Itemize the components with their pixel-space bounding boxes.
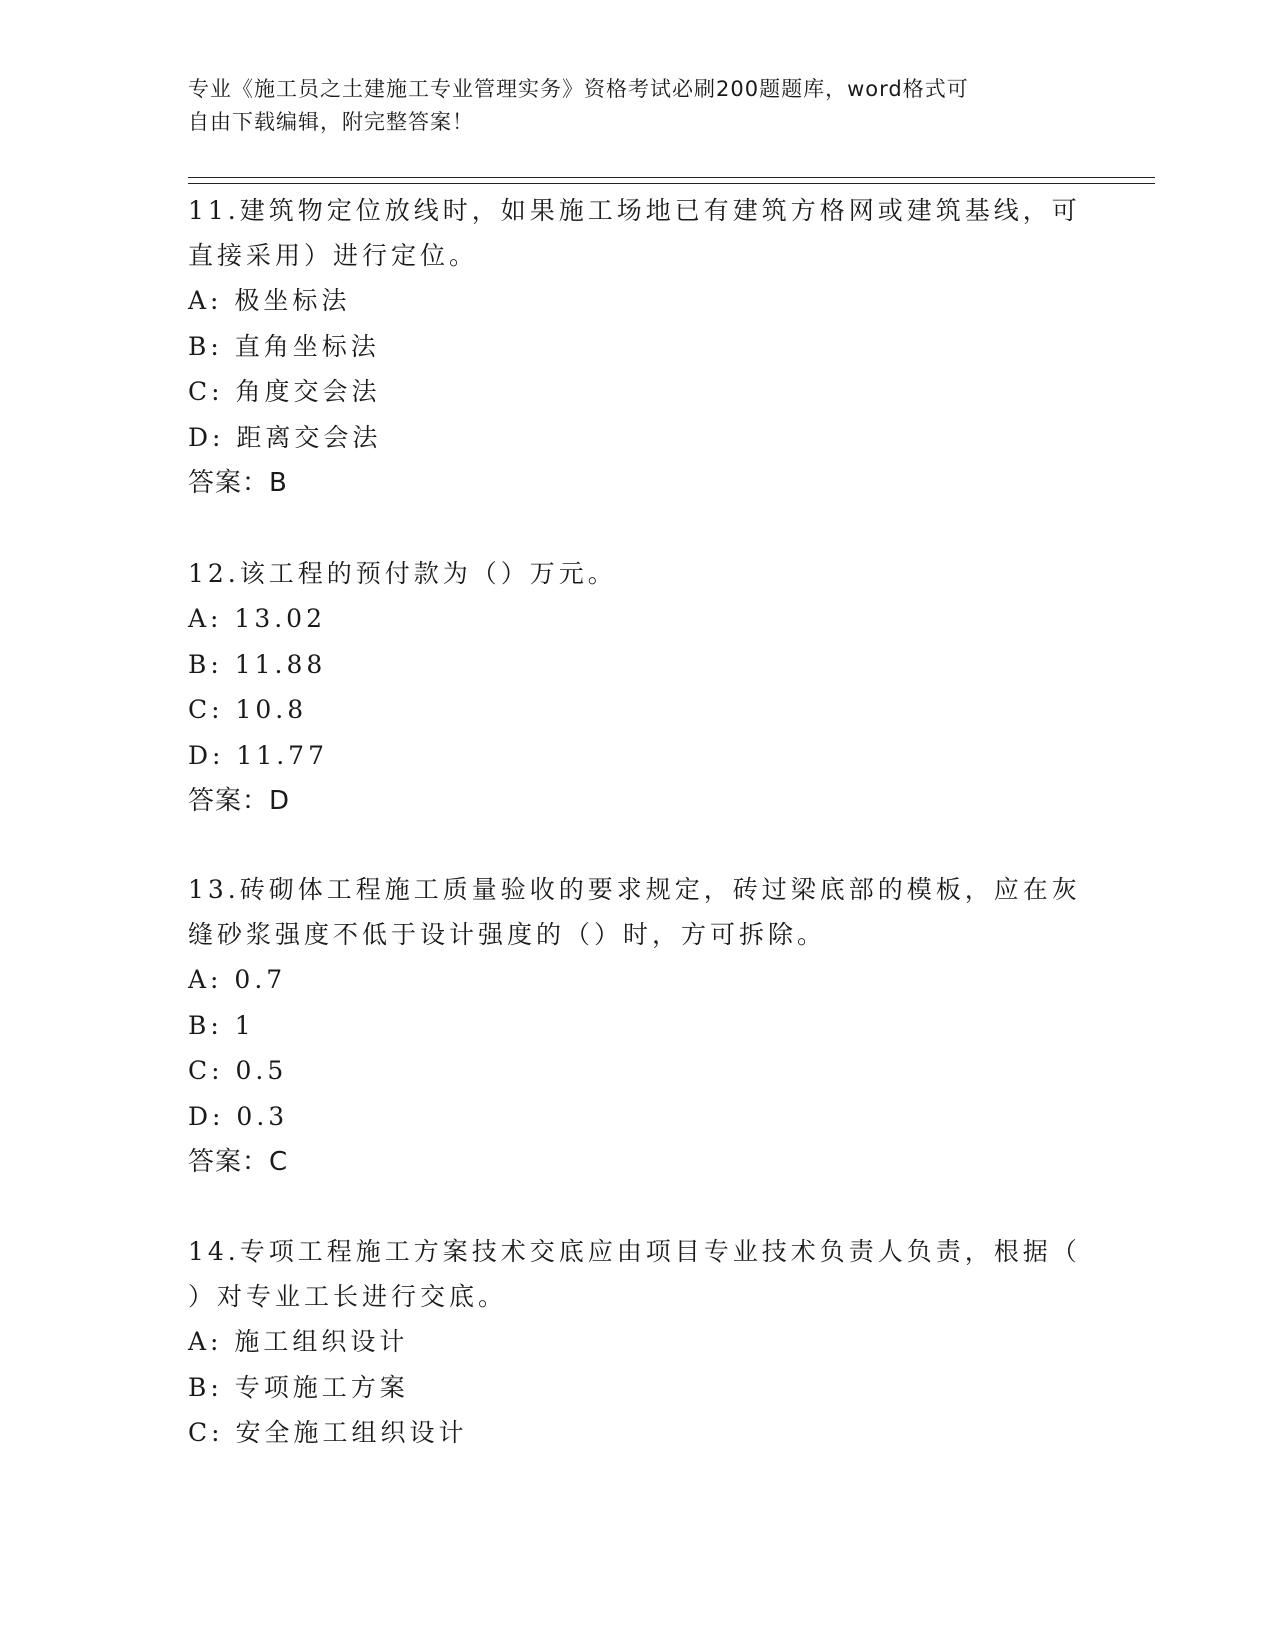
question-13 [188,867,1088,1185]
question-stem-line-2: 直接采用）进行定位。 [188,241,479,270]
header-title-line-2: 自由下载编辑，附完整答案！ [188,110,474,134]
question-stem-line-1: 14.专项工程施工方案技术交底应由项目专业技术负责人负责，根据（ [188,1237,1081,1266]
option-d: D: 距离交会法 [188,422,382,452]
option-b: B: 专项施工方案 [188,1372,409,1402]
option-c: C: 0.5 [188,1056,288,1085]
question-stem-line-1: 13.砖砌体工程施工质量验收的要求规定，砖过梁底部的模板，应在灰 [188,875,1081,904]
option-b: B: 11.88 [188,649,327,679]
option-d: D: 11.77 [188,740,328,770]
header-divider-top [188,177,1155,178]
answer: 答案：C [188,1147,289,1177]
answer: 答案：B [188,468,288,498]
document-header [188,73,1088,139]
option-b: B: 直角坐标法 [188,331,380,361]
header-title-line-1: 专业《施工员之土建施工专业管理实务》资格考试必刷200题题库，word格式可 [188,77,969,101]
option-a: A: 13.02 [188,604,326,633]
option-c: C: 角度交会法 [188,377,381,406]
option-c: C: 安全施工组织设计 [188,1418,468,1447]
question-stem-line-2: 缝砂浆强度不低于设计强度的（）时，方可拆除。 [188,920,827,949]
option-b: B: 1 [188,1010,255,1040]
option-a: A: 极坐标法 [188,286,351,315]
option-c: C: 10.8 [188,695,308,724]
option-d: D: 0.3 [188,1101,289,1131]
answer: 答案：D [188,786,291,816]
question-stem-line-2: ）对专业工长进行交底。 [188,1282,508,1311]
option-a: A: 0.7 [188,965,287,994]
question-stem-line-1: 12.该工程的预付款为（）万元。 [188,559,617,588]
question-11 [188,188,1088,506]
option-a: A: 施工组织设计 [188,1327,409,1356]
question-stem-line-1: 11.建筑物定位放线时，如果施工场地已有建筑方格网或建筑基线，可 [188,196,1081,225]
header-divider-bottom [188,183,1155,184]
question-14 [188,1229,1088,1456]
question-12 [188,551,1088,824]
